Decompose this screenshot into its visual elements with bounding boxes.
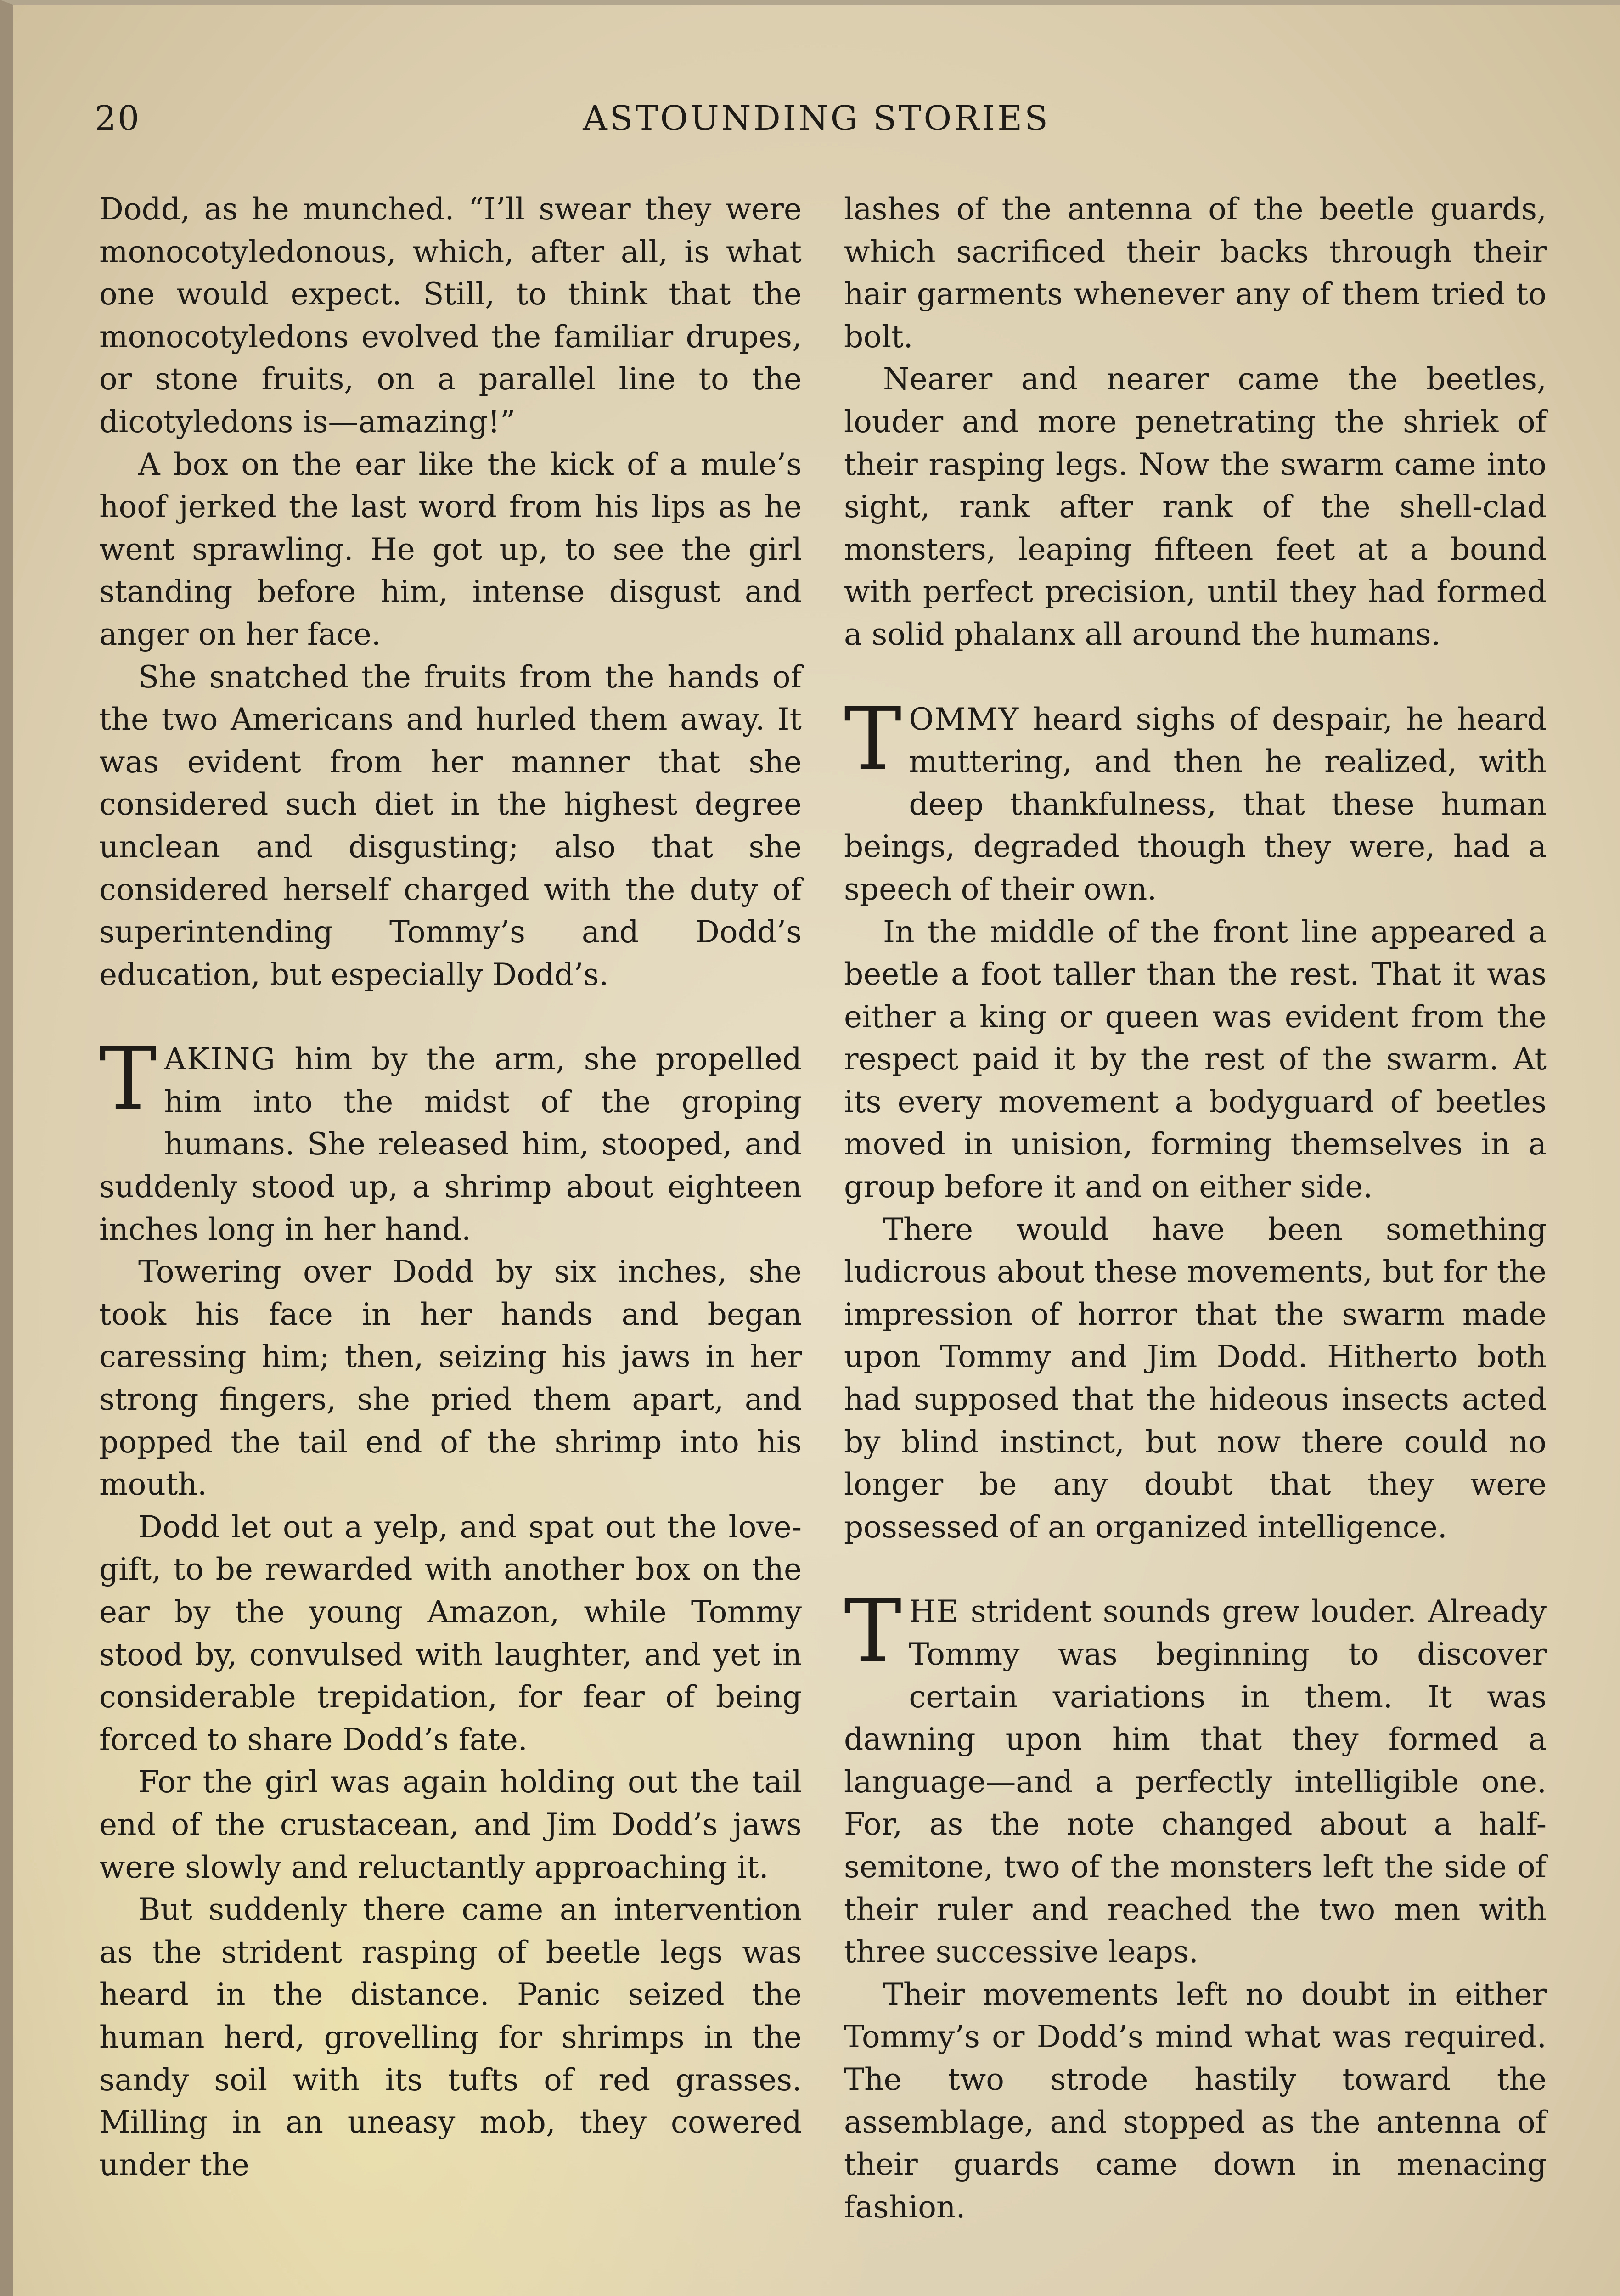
section-break	[99, 996, 802, 1038]
left-column	[99, 188, 802, 2186]
right-column	[844, 188, 1547, 2228]
paragraph: In the middle of the front line appeared a beetle a foot taller than the rest. That it was either a king or queen was evident from the respect paid it by the rest of the swarm. At its every movement a bodyguard of beetles moved in unision, forming themselves in a group before it and on either side.	[844, 914, 1547, 1205]
drop-cap: T	[99, 1029, 157, 1130]
paragraph: There would have been something ludicrous about these movements, but for the impression of horror that the swarm made upon Tommy and Jim Dodd. Hitherto both had supposed that the hideous insects acted by blind instinct, but now there could no longer be any doubt that they were possessed of an organized intelligence.	[844, 1211, 1547, 1545]
paragraph: She snatched the fruits from the hands of the two Americans and hurled them away. It was evident from her manner that she considered such diet in the highest degree unclean and disgusting; also that she considered herself charged with the duty of superintending Tommy’s and Dodd’s education, but especially Dodd’s.	[99, 659, 802, 992]
drop-cap: T	[844, 688, 902, 789]
running-head	[95, 99, 1538, 149]
journal-title: ASTOUNDING STORIES	[583, 99, 1050, 138]
paragraph: For the girl was again holding out the tail end of the crustacean, and Jim Dodd’s jaws were slowly and reluctantly approaching it.	[99, 1764, 802, 1885]
paragraph: Dodd, as he munched. “I’ll swear they were monocotyledonous, which, after all, is what one would expect. Still, to think that the monocotyledons evolved the familiar drupes, or stone fruits, on a parallel line to the dicotyledons is—amazing!”	[99, 191, 802, 439]
paragraph-dropcap	[99, 1029, 802, 1251]
paragraph: Their movements left no doubt in either Tommy’s or Dodd’s mind what was required. The two strode hastily toward the assemblage, and stopped as the antenna of their guards came down in menacing fashion.	[844, 1976, 1547, 2225]
paragraph: Nearer and nearer came the beetles, louder and more penetrating the shriek of their rasping legs. Now the swarm came into sight, rank after rank of the shell-clad monsters, leaping fifteen feet at a bound with perfect precision, until they had formed a solid phalanx all around the humans.	[844, 361, 1547, 652]
small-caps-lead: HE	[909, 1594, 960, 1630]
paragraph: Towering over Dodd by six inches, she took his face in her hands and began caressing him; then, seizing his jaws in her strong fingers, she pried them apart, and popped the tail end of the shrimp into his mouth.	[99, 1254, 802, 1503]
paragraph-dropcap	[844, 688, 1547, 911]
page-number: 20	[95, 99, 141, 138]
paragraph: lashes of the antenna of the beetle guards, which sacrificed their backs through their hair garments whenever any of them tried to bolt.	[844, 191, 1547, 355]
section-break	[844, 1548, 1547, 1591]
paragraph-text: strident sounds grew louder. Already Tommy was beginning to discover certain variations in them. It was dawning upon him that they formed a language—and a perfectly intelligible one. For, as the note changed about a half-semitone, two of the monsters left the side of their ruler and reached the two men with three successive leaps.	[844, 1594, 1547, 1970]
paragraph-text: him by the arm, she propelled him into the midst of the groping humans. She released him, stooped, and suddenly stood up, a shrimp about eighteen inches long in her hand.	[99, 1041, 802, 1247]
paragraph: But suddenly there came an intervention as the strident rasping of beetle legs was heard in the distance. Panic seized the human herd, grovelling for shrimps in the sandy soil with its tufts of red grasses. Milling in an uneasy mob, they cowered under the	[99, 1892, 802, 2183]
paragraph-dropcap	[844, 1581, 1547, 1973]
small-caps-lead: AKING	[164, 1041, 276, 1077]
paragraph: A box on the ear like the kick of a mule’s hoof jerked the last word from his lips as he went sprawling. He got up, to see the girl standing before him, intense disgust and anger on her face.	[99, 446, 802, 652]
paragraph: Dodd let out a yelp, and spat out the love-gift, to be rewarded with another box on the ear by the young Amazon, while Tommy stood by, convulsed with laughter, and yet in considerable trepidation, for fear of being forced to share Dodd’s fate.	[99, 1509, 802, 1757]
drop-cap: T	[844, 1581, 902, 1682]
small-caps-lead: OMMY	[909, 701, 1020, 737]
paragraph-text: heard sighs of despair, he heard muttering, and then he realized, with deep thankfulness, that these human beings, degraded though they were, had a speech of their own.	[844, 701, 1547, 907]
section-break	[844, 656, 1547, 698]
